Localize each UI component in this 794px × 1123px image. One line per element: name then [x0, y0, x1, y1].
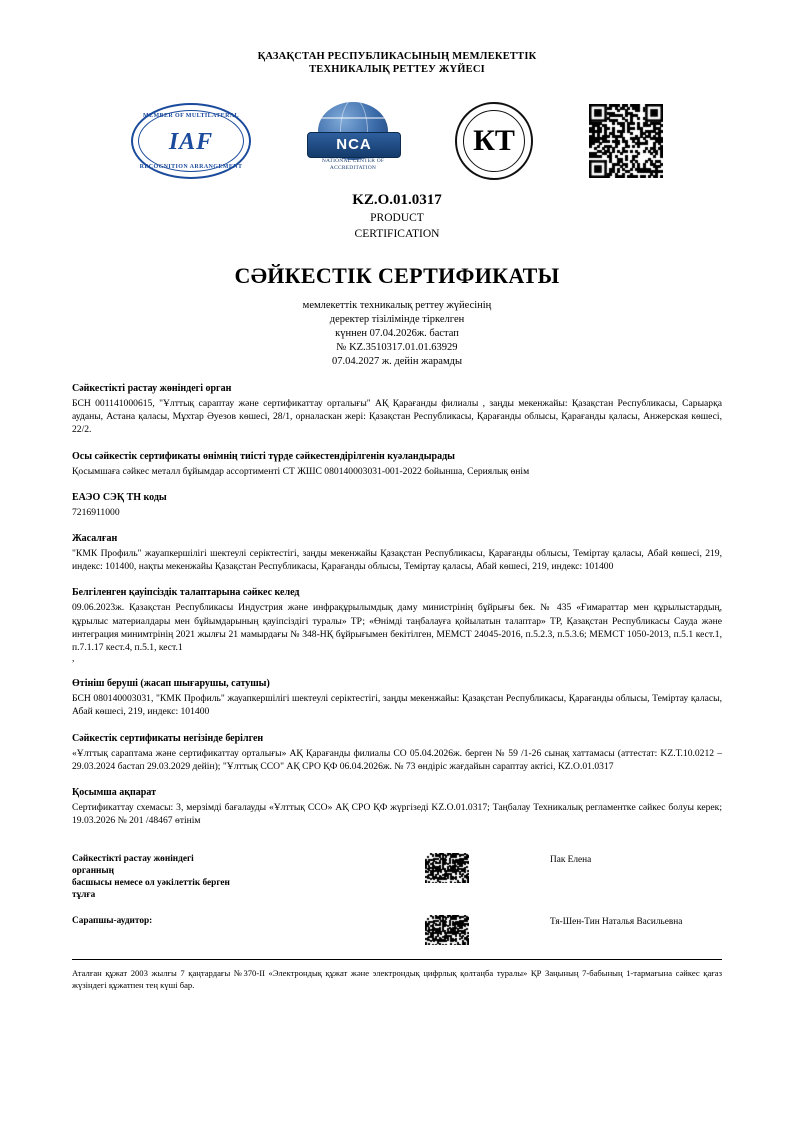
document-header	[72, 50, 722, 76]
header-line-2: ТЕХНИКАЛЫҚ РЕТТЕУ ЖҮЙЕСІ	[309, 64, 485, 75]
iaf-bottom-text: RECOGNITION ARRANGEMENT	[139, 164, 243, 170]
section-certification-body	[72, 383, 722, 437]
signature-label-line-1: Сарапшы-аудитор:	[72, 916, 153, 927]
signature-label-line-3: басшысы немесе ол уәкілеттік берген	[72, 878, 230, 889]
section-body: БСН 001141000615, "Ұлттық сараптау және сертификаттау орталығы" АҚ Қарағанды филиалы , заңды мекенжайы: Қазақстан Республикасы, Сарыарқа ауданы, Астана қаласы, Мұхтар Әуезов көшесі, 28/1, орналаскан жері: Қазақстан Республикасы, Қарағанды облысы, Қарағанды қаласы, Анжерская көшесі, 22/2.	[72, 398, 722, 436]
kz-circle-icon	[455, 102, 533, 180]
iaf-oval-icon	[131, 103, 251, 179]
section-heading: Сәйкестік сертификаты негізінде берілген	[72, 732, 264, 744]
section-applicant	[72, 678, 722, 718]
signature-label	[72, 915, 372, 927]
signature-label-line-2: органның	[72, 866, 115, 877]
qr-code	[589, 104, 663, 178]
product-certification-line-1: PRODUCT	[370, 212, 424, 224]
product-certification-line-2: CERTIFICATION	[354, 228, 440, 240]
page-title: СӘЙКЕСТІК СЕРТИФИКАТЫ	[234, 263, 560, 288]
kz-conformity-mark	[455, 102, 533, 180]
footer-divider	[72, 959, 722, 960]
registration-line-2: деректер тізілімінде тіркелген	[329, 314, 465, 325]
logo-row	[72, 98, 722, 184]
section-tn-ved-code	[72, 492, 722, 519]
signature-row	[72, 853, 722, 901]
registration-line-1: мемлекеттік техникалық реттеу жүйесінің	[302, 300, 492, 311]
registration-line-3: күннен 07.04.2026ж. бастап	[335, 328, 459, 339]
header-line-1: ҚАЗАҚСТАН РЕСПУБЛИКАСЫНЫҢ МЕМЛЕКЕТТІК	[257, 51, 537, 62]
digital-signature-stamp	[372, 915, 522, 945]
signature-label-line-1: Сәйкестікті растау жөніндегі	[72, 854, 194, 865]
signatory-name: Тя-Шен-Тин Наталья Васильевна	[550, 917, 683, 928]
registration-line-5: 07.04.2027 ж. дейін жарамды	[331, 356, 463, 367]
section-heading: Жасалған	[72, 533, 118, 545]
signature-label-line-4: тұлға	[72, 890, 96, 901]
section-heading: Қосымша ақпарат	[72, 787, 156, 799]
signature-area	[72, 853, 722, 945]
section-body: "КМК Профиль" жауапкершілігі шектеулі серіктестігі, заңды мекенжайы Қазақстан Республикасы, Қарағанды облысы, Теміртау қаласы, Абай көшесі, 219, индекс: 101400, нақты мекенжайы Қазақстан Республикасы, Қарағанды облысы, Теміртау қаласы, Абай көшесі, 219, индекс: 101400	[72, 548, 722, 573]
signature-row	[72, 915, 722, 945]
section-heading: ЕАЭО СЭҚ ТН коды	[72, 491, 167, 503]
section-body: 7216911000	[72, 506, 120, 518]
signature-label	[72, 853, 372, 901]
digital-signature-stamp	[372, 853, 522, 883]
section-safety-requirements	[72, 587, 722, 664]
section-body: 09.06.2023ж. Қазақстан Республикасы Индустрия және инфрақұрылымдық даму министрінің бұйрығы бек. № 435 «Ғимараттар мен құрылыстардың, құрылыс материалдары мен бұйымдарының қауіпсіздігі туралы» ТР; «Өнімді таңбалауға қойылатын талаптар» ТР, Қазақстан Республикасы Сауда және интеграция минимтрінің 2021 жылғы 21 мамырдағы № 348-НҚ бұйрығымен бекітілген, МЕМСТ 24045-2016, п.5.2.3, п.5.3.6; МЕМСТ 1050-2013, п.5.1 кест.1, п.7.1.17 кест.4, п.5.1, кест.1	[72, 602, 722, 654]
section-heading: Осы сәйкестік сертификаты өнімнің тиісті түрде сәйкестендірілгенін куәландырады	[72, 450, 455, 462]
section-body: БСН 080140003031, "КМК Профиль" жауапкершілігі шектеулі серіктестігі, заңды мекенжайы: Қазақстан Республикасы, Қарағанды облысы, Теміртау қаласы, Абай көшесі, 219, индекс: 101400	[72, 693, 722, 718]
section-body: Сертификаттау схемасы: 3, мерзімді бағалауды «Ұлттық ССО» АҚ СРО ҚФ жүргізеді KZ.O.01.0317; Таңбалау Техникалық регламенткe сәйкес болуы керек; 19.03.2026 № 201 /48467 өтінім	[72, 802, 722, 827]
signatory-name: Пак Елена	[550, 855, 592, 866]
stray-comma: ,	[72, 653, 75, 665]
iaf-top-text: MEMBER OF MULTILATERAL	[143, 113, 239, 119]
qr-code-icon	[589, 104, 663, 178]
registration-line-4: № KZ.3510317.01.01.63929	[336, 342, 458, 353]
section-product	[72, 451, 722, 478]
nca-sub-text: NATIONAL CENTER OF ACCREDITATION	[321, 158, 385, 171]
section-heading: Белгіленген қауіпсіздік талаптарына сәйкес келед	[72, 587, 300, 599]
nca-logo	[307, 102, 399, 180]
iaf-center-text: IAF	[168, 129, 214, 155]
nca-globe-icon	[307, 102, 399, 180]
section-body: Қосымшаға сәйкес металл бұйымдар ассортименті СТ ЖШС 080140003031-001-2022 бойынша, Сериялық өнім	[72, 465, 530, 477]
section-extra-info	[72, 787, 722, 827]
certificate-number: KZ.O.01.0317	[352, 192, 442, 208]
section-heading: Сәйкестікті растау жөніндегі орган	[72, 383, 232, 394]
registration-info	[72, 299, 722, 369]
section-basis	[72, 733, 722, 773]
section-body: «Ұлттық сараптама және сертификаттау орталығы» АҚ Қарағанды филиалы СО 05.04.2026ж. берген № 59 /1-26 сынақ хаттамасы (аттестат: KZ.Т.10.0212 – 29.03.2024 бастап 29.03.2029 дейін); "Ұлттық ССО" АҚ СРО ҚФ 06.04.2026ж. № 73 өндіріс жағдайын сараптау актісі, KZ.O.01.0317	[72, 747, 722, 772]
nca-band-text: NCA	[307, 132, 401, 158]
kz-mark-text: КТ	[473, 124, 515, 157]
footer-note: Аталған құжат 2003 жылғы 7 қаңтардағы №370-II «Электрондық құжат және электрондық цифрлық қолтаңба туралы» ҚР Заңының 7-бабының 1-тармағына сәйкес қағаз жүзіндегі құжатпен тең күші бар.	[72, 968, 722, 990]
iaf-logo	[131, 103, 251, 179]
section-heading: Өтініш беруші (жасап шығарушы, сатушы)	[72, 678, 270, 690]
section-manufacturer	[72, 533, 722, 573]
